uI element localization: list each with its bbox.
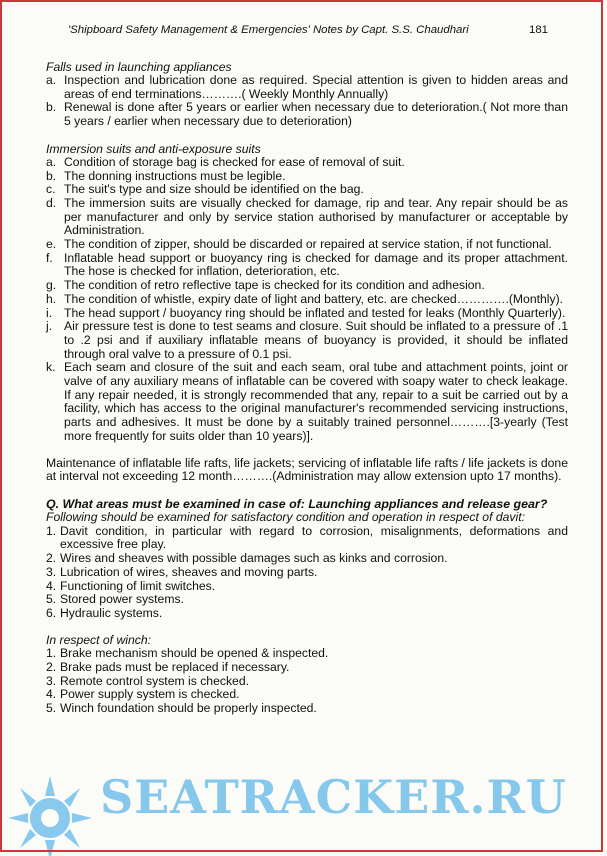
maintenance-paragraph: Maintenance of inflatable life rafts, life jackets; servicing of inflatable life rafts / life jackets is done at interval not exceeding 12 month……….(Administration may allow extension upto 17 months). — [46, 455, 568, 484]
list-item: 4. Power supply system is checked. — [46, 687, 240, 702]
immersion-section-title: Immersion suits and anti-exposure suits — [46, 141, 261, 156]
list-item: d. The immersion suits are visually checked for damage, rip and tear. Any repair should be as per manufacturer and only by service station authorised by manufacturer or acceptable by Administration. — [46, 195, 568, 238]
list-item: e. The condition of zipper, should be discarded or repaired at service station, if not functional. — [46, 237, 552, 252]
list-item: 5. Winch foundation should be properly inspected. — [46, 701, 317, 716]
page-content — [46, 60, 568, 716]
watermark — [0, 770, 607, 856]
list-item: 1. Davit condition, in particular with regard to corrosion, misalignments, deformations and excessive free play. — [46, 523, 568, 552]
page-header — [68, 24, 548, 40]
list-item: i. The head support / buoyancy ring should be inflated and tested for leaks (Monthly Quarterly). — [46, 305, 566, 320]
list-item: 4. Functioning of limit switches. — [46, 578, 216, 593]
list-item: b. Renewal is done after 5 years or earlier when necessary due to deterioration.( Not more than 5 years / earlier when necessary due to deterioration) — [46, 100, 568, 129]
winch-list — [46, 647, 568, 716]
winch-title: In respect of winch: — [46, 632, 151, 647]
falls-list — [46, 74, 568, 129]
davit-list — [46, 525, 568, 621]
sun-logo-icon — [4, 774, 96, 856]
list-item: h. The condition of whistle, expiry date of light and battery, etc. are checked………….(Monthly). — [46, 291, 564, 306]
watermark-text: SEATRACKER.RU — [100, 770, 567, 824]
list-item: j. Air pressure test is done to test seams and closure. Suit should be inflated to a pressure of .1 to .2 psi and if auxiliary inflatable means of buoyancy is provided, it should be inflated through oral valve to a pressure of 0.1 psi. — [46, 319, 568, 361]
list-item: 1. Brake mechanism should be opened & inspected. — [46, 646, 329, 661]
list-item: a. Inspection and lubrication done as required. Special attention is given to hidden areas and areas of end terminations……….( Weekly Monthly Annually) — [46, 73, 568, 101]
list-item: 5. Stored power systems. — [46, 592, 184, 607]
header-title: 'Shipboard Safety Management & Emergencies' Notes by Capt. S.S. Chaudhari — [68, 24, 469, 36]
list-item: g. The condition of retro reflective tape is checked for its condition and adhesion. — [46, 278, 485, 293]
list-item: b. The donning instructions must be legible. — [46, 168, 286, 183]
question-title: Q. What areas must be examined in case of: Launching appliances and release gear? — [46, 496, 548, 511]
list-item: 3. Remote control system is checked. — [46, 673, 249, 688]
list-item: 2. Wires and sheaves with possible damages such as kinks and corrosion. — [46, 551, 448, 566]
list-item: 6. Hydraulic systems. — [46, 605, 163, 620]
list-item: k. Each seam and closure of the suit and each seam, oral tube and attachment points, joint or valve of any auxiliary means of inflatable can be covered with soapy water to check leakage. If any repair needed, it is strongly recommended that any, repair to a suit be carried out by a facility, which has access to the original manufacturer's recommended servicing instructions, parts and adhesives. It must be done by a suitably trained personnel……….[3-yearly (Test more frequently for suits older than 10 years)]. — [46, 360, 568, 443]
page-number: 181 — [528, 24, 548, 36]
falls-section-title: Falls used in launching appliances — [46, 60, 232, 74]
list-item: a. Condition of storage bag is checked for ease of removal of suit. — [46, 154, 405, 169]
question-subtitle: Following should be examined for satisfactory condition and operation in respect of davit: — [46, 509, 525, 524]
list-item: 2. Brake pads must be replaced if necessary. — [46, 660, 290, 675]
list-item: c. The suit's type and size should be identified on the bag. — [46, 182, 364, 197]
immersion-list — [46, 156, 568, 444]
list-item: f. Inflatable head support or buoyancy ring is checked for damage and its proper attachment. The hose is checked for inflation, deterioration, etc. — [46, 250, 568, 279]
list-item: 3. Lubrication of wires, sheaves and moving parts. — [46, 564, 318, 579]
